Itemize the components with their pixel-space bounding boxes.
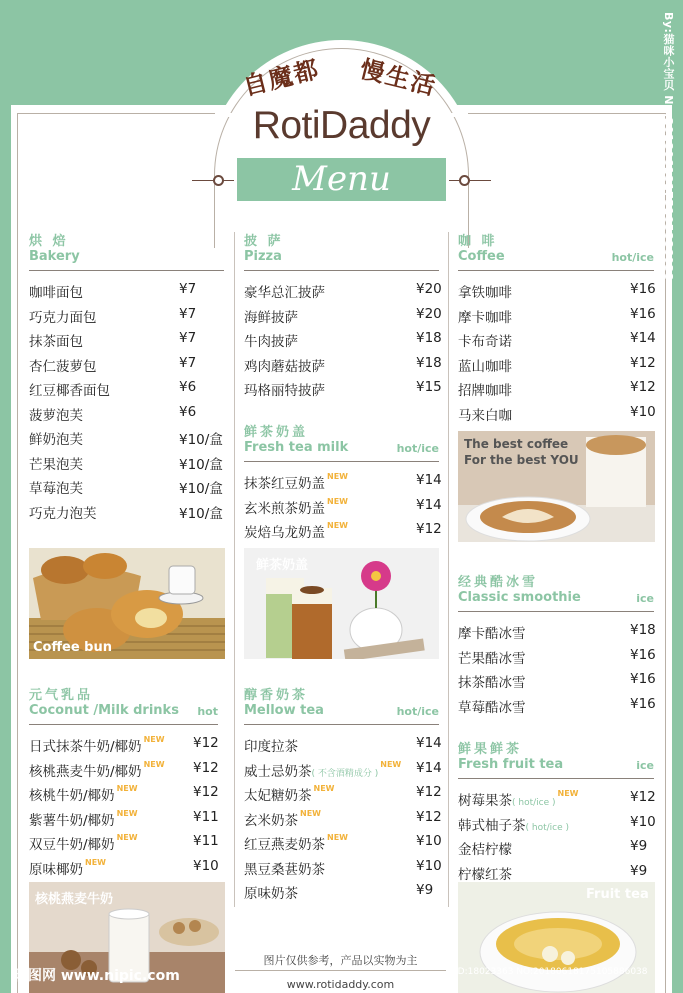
item-price: ¥18: [416, 354, 442, 371]
tea-milk-photo: [244, 548, 439, 659]
item-price: ¥15: [416, 379, 442, 395]
new-badge: NEW: [116, 808, 138, 818]
new-badge: NEW: [327, 521, 348, 530]
new-badge: NEW: [85, 857, 106, 867]
item-name: 鸡肉蘑菇披萨: [244, 358, 325, 375]
menu-item: [244, 759, 442, 785]
menu-item: [29, 809, 218, 834]
menu-item: [29, 784, 218, 809]
section-rule: [458, 778, 654, 779]
photo-caption: 鲜茶奶盖: [256, 558, 309, 573]
new-badge: NEW: [116, 833, 138, 842]
item-price: ¥6: [179, 403, 197, 420]
photo-caption: Coffee bun: [33, 640, 112, 655]
ornament-right: [449, 180, 491, 181]
item-price: ¥7: [179, 305, 197, 322]
section-title-en: Coconut /Milk drinks: [29, 703, 179, 718]
item-name: 柠檬红茶: [458, 866, 512, 883]
section-title-en: Mellow tea: [244, 703, 324, 718]
item-name: 抹茶酷冰雪: [458, 675, 526, 691]
item-price: ¥10: [416, 833, 442, 849]
item-price: ¥9: [630, 838, 648, 854]
item-name: 拿铁咖啡: [458, 285, 512, 301]
section-title-cn: 烘 焙: [29, 234, 69, 249]
section-title-en: Fresh fruit tea: [458, 757, 564, 772]
section-tag: hot/ice: [396, 442, 439, 455]
menu-item: [458, 696, 654, 721]
menu-item: [29, 428, 224, 453]
item-price: ¥7: [179, 281, 197, 297]
item-name: 玄米煎茶奶盖: [244, 500, 325, 517]
item-name: 牛肉披萨: [244, 334, 298, 350]
coffee-bun-photo: [29, 548, 225, 659]
item-price: ¥14: [630, 330, 656, 346]
item-price: ¥20: [416, 305, 442, 322]
menu-item: [29, 404, 224, 429]
item-price: ¥11: [193, 808, 219, 825]
item-price: ¥11: [193, 833, 219, 849]
item-price: ¥14: [416, 496, 442, 513]
column-divider: [234, 232, 235, 907]
menu-item: [244, 472, 442, 497]
new-badge: NEW: [313, 784, 335, 793]
item-name: 蓝山咖啡: [458, 358, 512, 375]
item-price: ¥16: [630, 671, 656, 687]
item-name: 韩式柚子茶: [458, 817, 526, 834]
section-rule: [29, 270, 224, 271]
section-pizza: [244, 230, 442, 404]
section-title-cn: 鲜茶奶盖: [244, 425, 309, 440]
menu-item: [29, 502, 224, 527]
item-name: 威士忌奶茶: [244, 763, 312, 780]
item-name: 豪华总汇披萨: [244, 285, 325, 301]
item-price: ¥10/盒: [179, 481, 223, 497]
item-price: ¥7: [179, 330, 197, 346]
item-price: ¥10/盒: [179, 456, 223, 473]
item-price: ¥12: [630, 789, 656, 805]
menu-item: [29, 355, 224, 380]
item-name: 菠萝泡芙: [29, 407, 83, 424]
menu-item: [29, 477, 224, 502]
item-name: 太妃糖奶茶: [244, 788, 312, 804]
section-milk-drinks: [29, 684, 218, 882]
section-rule: [244, 724, 439, 725]
item-price: ¥16: [630, 281, 656, 297]
menu-item: [244, 305, 442, 331]
section-rule: [458, 611, 654, 612]
item-name: 黑豆桑葚奶茶: [244, 861, 325, 878]
section-bakery: [29, 230, 224, 526]
item-price: ¥10/盒: [179, 505, 223, 522]
section-title-cn: 醇香奶茶: [244, 688, 309, 703]
item-name: 马来白咖: [458, 407, 512, 424]
item-name: 紫薯牛奶/椰奶: [29, 812, 115, 829]
new-badge: NEW: [143, 759, 165, 769]
new-badge: NEW: [116, 784, 138, 793]
watermark-right: ID:18023363 NO:20180618175105886038: [455, 967, 648, 977]
menu-item: [244, 784, 442, 809]
item-price: ¥9: [416, 882, 434, 898]
item-price: ¥16: [630, 646, 656, 663]
menu-item: [244, 833, 442, 858]
section-title-en: Fresh tea milk: [244, 440, 349, 455]
item-note: ( hot/ice ): [525, 822, 570, 833]
item-price: ¥14: [416, 472, 442, 488]
menu-item: [244, 354, 442, 380]
menu-item: [244, 496, 442, 522]
section-tag: hot/ice: [611, 251, 654, 264]
new-badge: NEW: [327, 833, 348, 842]
menu-item: [244, 330, 442, 355]
item-price: ¥9: [630, 862, 648, 879]
item-price: ¥10: [193, 857, 219, 874]
section-title-en: Pizza: [244, 249, 282, 264]
photo-caption: Fruit tea: [586, 887, 649, 902]
menu-item: [29, 330, 224, 355]
new-badge: NEW: [557, 789, 579, 798]
menu-item: [244, 857, 442, 883]
item-price: ¥18: [416, 330, 442, 346]
item-name: 咖啡面包: [29, 285, 83, 301]
menu-item: [244, 379, 442, 404]
section-mellow-tea: [244, 684, 442, 907]
section-rule: [458, 270, 654, 271]
item-name: 海鲜披萨: [244, 309, 298, 326]
item-price: ¥12: [193, 784, 219, 800]
item-price: ¥10/盒: [179, 432, 223, 448]
section-title-en: Classic smoothie: [458, 590, 581, 605]
item-price: ¥12: [630, 379, 656, 395]
item-price: ¥16: [630, 305, 656, 322]
menu-item: [458, 404, 654, 429]
item-price: ¥10: [416, 857, 442, 874]
photo-tagline-1: The best coffee: [464, 437, 569, 451]
item-name: 原味椰奶: [29, 861, 83, 878]
footer-url: www.rotidaddy.com: [286, 978, 395, 991]
new-badge: NEW: [327, 472, 348, 481]
menu-item: [458, 814, 654, 839]
item-name: 印度拉茶: [244, 739, 298, 755]
item-note: ( hot/ice ): [512, 798, 556, 808]
item-price: ¥7: [179, 354, 197, 371]
item-name: 杏仁菠萝包: [29, 358, 97, 375]
item-name: 芒果酷冰雪: [458, 650, 526, 667]
item-name: 炭焙乌龙奶盖: [244, 525, 325, 541]
section-tag: hot: [197, 705, 218, 718]
item-name: 核桃燕麦牛奶/椰奶: [29, 763, 142, 780]
item-name: 摩卡咖啡: [458, 309, 512, 326]
menu-item: [458, 281, 654, 306]
menu-item: [244, 281, 442, 306]
item-price: ¥18: [630, 622, 656, 638]
new-badge: NEW: [143, 735, 165, 744]
menu-item: [29, 281, 224, 306]
section-rule: [29, 724, 218, 725]
item-price: ¥12: [193, 759, 219, 776]
section-smoothie: [458, 571, 654, 720]
item-name: 原味奶茶: [244, 886, 298, 902]
item-name: 招牌咖啡: [458, 383, 512, 399]
slogan-left: 自魔都: [240, 53, 323, 101]
item-name: 巧克力面包: [29, 309, 97, 326]
watermark-left: 昵图网 www.nipic.com: [14, 968, 180, 984]
menu-item: [29, 306, 224, 331]
item-price: ¥12: [630, 354, 656, 371]
photo-caption: 核桃燕麦牛奶: [35, 892, 114, 907]
photo-tagline-2: For the best YOU: [464, 453, 579, 467]
item-price: ¥12: [193, 735, 219, 751]
section-fresh-tea-milk: [244, 421, 442, 546]
item-price: ¥20: [416, 281, 442, 297]
item-name: 卡布奇诺: [458, 334, 512, 350]
section-title-en: Bakery: [29, 249, 80, 264]
menu-item: [244, 882, 439, 907]
item-name: 红豆燕麦奶茶: [244, 837, 325, 853]
watermark-side: By:猫咪小宝贝 No.20180618175105886038: [662, 12, 675, 281]
section-tag: ice: [636, 759, 654, 772]
item-price: ¥14: [416, 759, 442, 776]
section-fruit-tea: [458, 738, 654, 887]
item-name: 红豆椰香面包: [29, 383, 110, 399]
footer-note: 图片仅供参考，产品以实物为主: [263, 954, 418, 967]
item-name: 日式抹茶牛奶/椰奶: [29, 739, 142, 755]
menu-item: [29, 833, 218, 858]
menu-item: [244, 808, 442, 834]
new-badge: NEW: [380, 759, 402, 769]
section-tag: ice: [636, 592, 654, 605]
item-note: ( 不含酒精成分 ): [311, 768, 379, 779]
item-name: 玛格丽特披萨: [244, 383, 325, 399]
brand-logo: RotiDaddy: [252, 104, 431, 147]
item-name: 草莓泡芙: [29, 481, 83, 497]
coffee-photo: [458, 431, 655, 542]
item-price: ¥14: [416, 735, 442, 751]
menu-item: [29, 858, 218, 883]
section-rule: [244, 461, 439, 462]
item-name: 芒果泡芙: [29, 456, 83, 473]
item-name: 树莓果茶: [458, 793, 512, 809]
item-name: 核桃牛奶/椰奶: [29, 788, 115, 804]
section-title-cn: 披 萨: [244, 234, 284, 249]
menu-item: [458, 306, 654, 331]
section-tag: hot/ice: [396, 705, 439, 718]
new-badge: NEW: [300, 808, 321, 818]
ornament-dot-left: [213, 175, 224, 186]
item-name: 抹茶红豆奶盖: [244, 476, 325, 492]
menu-item: [458, 622, 654, 647]
slogan-right: 慢生活: [357, 53, 440, 101]
menu-item: [244, 521, 442, 546]
menu-item: [458, 355, 654, 380]
menu-item: [458, 789, 654, 814]
menu-item: [29, 453, 224, 478]
section-title-en: Coffee: [458, 249, 505, 264]
column-divider: [448, 232, 449, 907]
section-coffee: [458, 230, 654, 428]
section-title-cn: 经典酷冰雪: [458, 575, 539, 590]
menu-item: [458, 330, 654, 355]
menu-item: [29, 760, 218, 785]
item-price: ¥12: [416, 808, 442, 825]
item-name: 鲜奶泡芙: [29, 432, 83, 448]
ornament-dot-right: [459, 175, 470, 186]
menu-title: Menu: [237, 158, 446, 201]
menu-item: [458, 379, 654, 404]
section-title-cn: 咖 啡: [458, 234, 498, 249]
item-name: 双豆牛奶/椰奶: [29, 837, 115, 853]
item-price: ¥6: [179, 379, 197, 395]
item-price: ¥10: [630, 403, 656, 420]
item-name: 草莓酷冰雪: [458, 699, 526, 716]
item-name: 抹茶面包: [29, 334, 83, 350]
item-price: ¥12: [416, 784, 442, 800]
menu-item: [458, 647, 654, 672]
item-name: 玄米奶茶: [244, 812, 298, 829]
menu-item: [458, 671, 654, 696]
menu-item: [29, 379, 224, 404]
item-price: ¥10: [630, 813, 656, 830]
item-price: ¥16: [630, 695, 656, 712]
item-price: ¥12: [416, 521, 442, 537]
item-name: 金桔柠檬: [458, 842, 512, 858]
section-rule: [244, 270, 439, 271]
section-title-cn: 元气乳品: [29, 688, 94, 703]
item-name: 巧克力泡芙: [29, 505, 97, 522]
new-badge: NEW: [327, 496, 348, 506]
section-title-cn: 鲜果鲜茶: [458, 742, 523, 757]
item-name: 摩卡酷冰雪: [458, 626, 526, 642]
menu-item: [458, 838, 654, 863]
menu-item: [244, 735, 442, 760]
menu-item: [29, 735, 218, 760]
